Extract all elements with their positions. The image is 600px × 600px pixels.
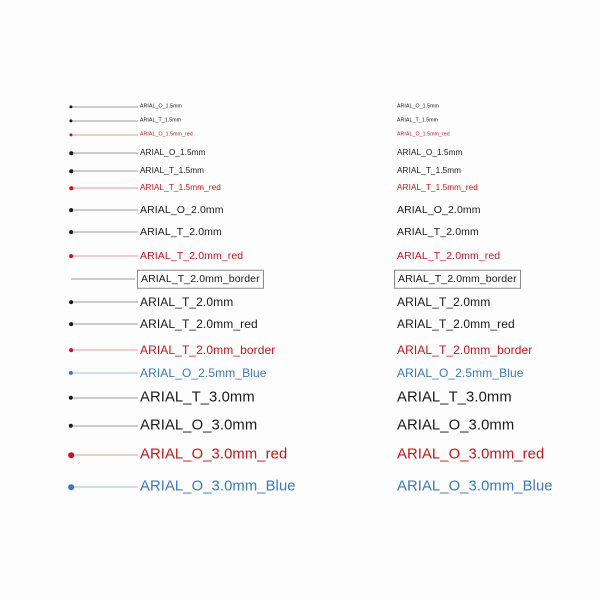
text-label: ARIAL_O_3.0mm_red (140, 446, 288, 463)
anchor-dot (69, 322, 73, 326)
text-label: ARIAL_T_2.0mm (140, 225, 222, 238)
text-label: ARIAL_O_2.0mm (397, 203, 481, 216)
text-label: ARIAL_T_2.0mm_border (397, 343, 533, 357)
leader-line (71, 279, 135, 280)
anchor-dot (69, 300, 73, 304)
text-label: ARIAL_T_2.0mm_red (140, 317, 258, 331)
leader-line (71, 398, 138, 399)
bordered-text-label: ARIAL_T_2.0mm_border (394, 270, 521, 289)
text-label: ARIAL_O_3.0mm_Blue (140, 478, 296, 495)
anchor-dot (69, 169, 73, 173)
text-label: ARIAL_O_3.0mm_red (397, 446, 545, 463)
anchor-dot (69, 254, 73, 258)
anchor-dot (69, 230, 73, 234)
anchor-dot (69, 105, 72, 108)
anchor-dot (69, 186, 73, 190)
text-label: ARIAL_T_2.0mm (397, 295, 491, 309)
anchor-dot (69, 424, 73, 428)
text-label: ARIAL_T_3.0mm (140, 389, 255, 406)
leader-line (71, 107, 138, 108)
leader-line (71, 153, 138, 154)
text-label: ARIAL_O_1.5mm (397, 147, 463, 157)
text-label: ARIAL_O_1.5mm_red (140, 131, 193, 138)
text-label: ARIAL_O_1.5mm (140, 103, 182, 110)
anchor-dot (69, 119, 72, 122)
text-label: ARIAL_T_1.5mm (397, 165, 462, 175)
anchor-dot (69, 151, 73, 155)
text-label: ARIAL_T_1.5mm_red (140, 182, 221, 192)
leader-line (71, 135, 138, 136)
text-label: ARIAL_T_2.0mm_red (397, 249, 501, 262)
leader-line (71, 256, 138, 257)
text-label: ARIAL_O_1.5mm (140, 147, 206, 157)
text-label: ARIAL_T_1.5mm (397, 117, 439, 124)
leader-line (71, 350, 138, 351)
anchor-dot (69, 133, 72, 136)
text-label: ARIAL_O_1.5mm_red (397, 131, 450, 138)
leader-line (71, 302, 138, 303)
text-label: ARIAL_T_2.0mm (140, 295, 234, 309)
leader-line (71, 426, 138, 427)
text-label: ARIAL_T_2.0mm_border (140, 343, 276, 357)
anchor-dot (69, 208, 73, 212)
leader-line (71, 487, 138, 488)
text-label: ARIAL_T_1.5mm_red (397, 182, 478, 192)
anchor-dot (68, 484, 74, 490)
text-label: ARIAL_T_2.0mm_red (140, 249, 244, 262)
text-label: ARIAL_T_1.5mm (140, 165, 205, 175)
text-label: ARIAL_T_3.0mm (397, 389, 512, 406)
anchor-dot (68, 452, 74, 458)
text-label: ARIAL_T_2.0mm (397, 225, 479, 238)
text-label: ARIAL_O_2.5mm_Blue (397, 366, 524, 380)
text-label: ARIAL_O_2.5mm_Blue (140, 366, 267, 380)
anchor-dot (69, 348, 73, 352)
leader-line (71, 171, 138, 172)
bordered-text-label: ARIAL_T_2.0mm_border (137, 270, 264, 289)
text-label: ARIAL_O_2.0mm (140, 203, 224, 216)
leader-line (71, 232, 138, 233)
text-label: ARIAL_T_2.0mm_red (397, 317, 515, 331)
text-label: ARIAL_T_1.5mm (140, 117, 182, 124)
text-label: ARIAL_O_3.0mm (397, 417, 515, 434)
leader-line (71, 188, 138, 189)
leader-line (71, 121, 138, 122)
text-label: ARIAL_O_3.0mm (140, 417, 258, 434)
leader-line (71, 324, 138, 325)
text-label: ARIAL_O_3.0mm_Blue (397, 478, 553, 495)
text-label: ARIAL_O_1.5mm (397, 103, 439, 110)
leader-line (71, 210, 138, 211)
leader-line (71, 455, 138, 456)
anchor-dot (69, 371, 73, 375)
leader-line (71, 373, 138, 374)
anchor-dot (69, 396, 73, 400)
